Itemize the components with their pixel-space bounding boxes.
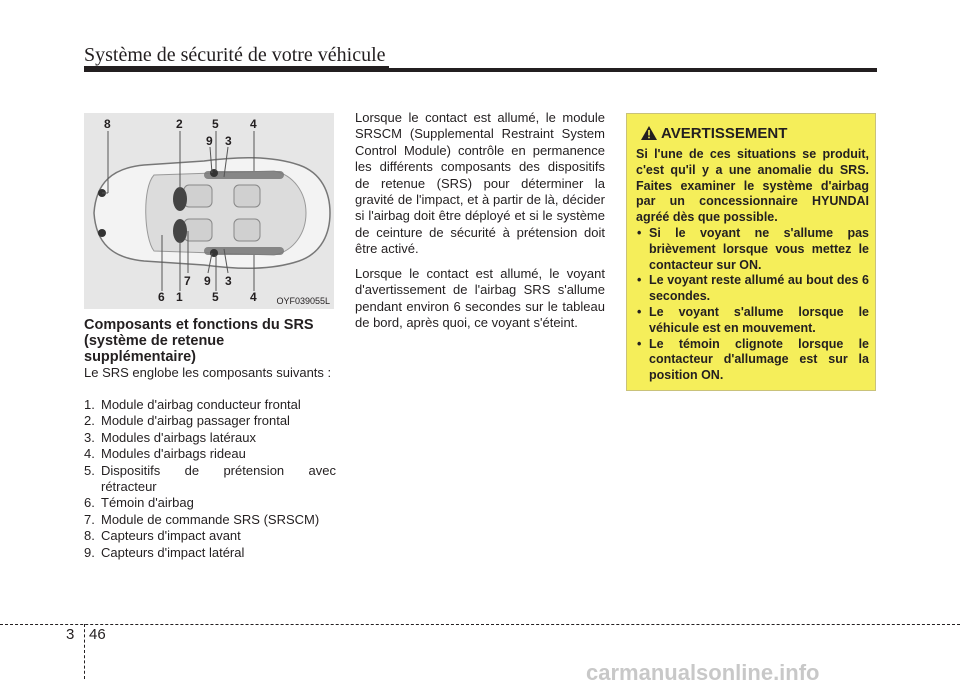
list-item: 5. Dispositifs de prétension avec rétracteur (84, 462, 336, 495)
warning-bullet: • Le voyant s'allume lorsque le véhicule est en mouvement. (636, 305, 869, 337)
list-item: 4. Modules d'airbags rideau (84, 446, 246, 462)
warning-bullet: • Si le voyant ne s'allume pas brièvement lorsque vous mettez le contacteur sur ON. (636, 226, 869, 273)
callout-5: 5 (212, 117, 219, 131)
car-topview-illustration (84, 113, 334, 309)
header-rule-accent (84, 66, 389, 72)
callout-4b: 4 (250, 290, 257, 304)
callout-5b: 5 (212, 290, 219, 304)
callout-9b: 9 (204, 274, 211, 288)
warning-bullets (636, 226, 869, 384)
footer-rule (0, 624, 960, 625)
components-list (84, 397, 336, 561)
callout-2: 2 (176, 117, 183, 131)
warning-bullet: • Le témoin clignote lorsque le contacteur d'allumage est sur la position ON. (636, 337, 869, 384)
callout-8: 8 (104, 117, 111, 131)
watermark: carmanualsonline.info (586, 660, 820, 685)
list-item: 2. Module d'airbag passager frontal (84, 413, 290, 429)
warning-bullet: • Le voyant reste allumé au bout des 6 secondes. (636, 273, 869, 305)
list-item: 3. Modules d'airbags latéraux (84, 429, 256, 445)
callout-6: 6 (158, 290, 165, 304)
warning-title: AVERTISSEMENT (661, 125, 788, 142)
warning-intro: Si l'une de ces situations se produit, c'est qu'il y a une anomalie du SRS. Faites examiner le système d'airbag par un concessionnaire HYUNDAI agréé dès que possible. (636, 147, 869, 225)
warning-body (636, 147, 869, 384)
callout-9: 9 (206, 134, 213, 148)
callout-4: 4 (250, 117, 257, 131)
warning-triangle-icon (641, 126, 657, 144)
intro-text: Le SRS englobe les composants suivants : (84, 365, 332, 380)
page-number: 46 (89, 626, 106, 643)
paragraph-warning-light: Lorsque le contact est allumé, le voyant d'avertissement de l'airbag SRS s'allume pendant environ 6 secondes sur le tableau de bord, après quoi, ce voyant s'éteint. (355, 266, 605, 331)
list-item: 1. Module d'airbag conducteur frontal (84, 397, 301, 412)
callout-7: 7 (184, 274, 191, 288)
warning-heading (641, 125, 787, 144)
warning-box (626, 113, 876, 391)
callout-1: 1 (176, 290, 183, 304)
srs-diagram-figure (84, 113, 334, 309)
footer-divider (84, 624, 85, 679)
paragraph-srscm: Lorsque le contact est allumé, le module SRSCM (Supplemental Restraint System Control Module) contrôle en permanence les différents composants des dispositifs de retenue (SRS) pour déterminer la gravité de l'impact, et à partir de là, décider si l'airbag doit être déployé et si le système de ceinture de sécurité à prétension doit être activé. (355, 110, 605, 257)
list-item: 7. Module de commande SRS (SRSCM) (84, 511, 320, 527)
section-number: 3 (66, 626, 75, 643)
callout-3: 3 (225, 134, 232, 148)
list-item: 9. Capteurs d'impact latéral (84, 544, 245, 560)
page-header-title: Système de sécurité de votre véhicule (84, 44, 386, 66)
section-title: Composants et fonctions du SRS (système de retenue supplémentaire) (84, 317, 314, 365)
list-item: 8. Capteurs d'impact avant (84, 528, 241, 544)
figure-code: OYF039055L (276, 296, 330, 306)
list-item: 6. Témoin d'airbag (84, 495, 194, 511)
callout-3b: 3 (225, 274, 232, 288)
